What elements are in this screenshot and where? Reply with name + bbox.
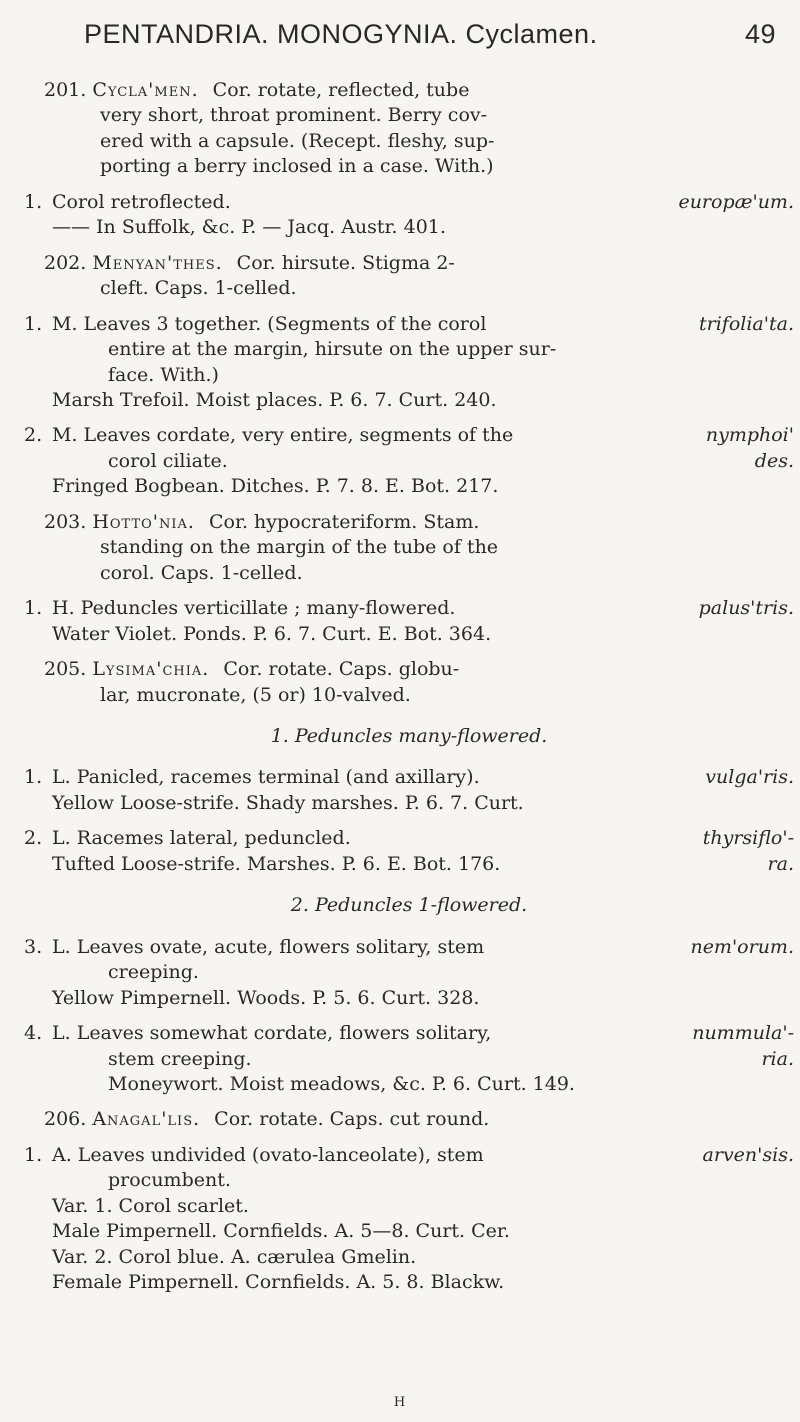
species-entry — [24, 765, 794, 816]
genus-number: 203. — [44, 510, 87, 533]
species-text-line: creeping. — [108, 961, 199, 984]
species-epithet-line: palus'tris. — [698, 597, 794, 620]
species-epithet-line: nymphoi' — [705, 424, 794, 447]
genus-description: Cor. hypocrateriform. Stam. — [202, 510, 480, 533]
species-text-line: Water Violet. Ponds. P. 6. 7. Curt. E. Bot. 364. — [52, 622, 492, 645]
species-epithet-line: nummula'- — [692, 1022, 794, 1045]
genus-name: Anagal'lis. — [92, 1108, 201, 1131]
genus-description-line: cleft. Caps. 1-celled. — [100, 277, 297, 300]
species-text-line: L. Panicled, racemes terminal (and axillary). — [52, 766, 480, 789]
species-epithet — [703, 1143, 794, 1168]
signature-mark: H — [393, 1395, 407, 1410]
species-number: 2. — [24, 827, 43, 850]
species-epithet — [705, 765, 794, 790]
section-heading-text: 1. Peduncles many-flowered. — [270, 724, 548, 747]
species-entry — [24, 826, 794, 877]
genus-entry — [24, 251, 794, 302]
genus-number: 202. — [44, 251, 87, 274]
species-epithet — [692, 1021, 794, 1072]
section-heading — [24, 893, 794, 918]
species-number: 4. — [24, 1022, 43, 1045]
running-head-title: PENTANDRIA. MONOGYNIA. Cyclamen. — [84, 19, 598, 49]
species-text-line: corol ciliate. — [108, 449, 228, 472]
genus-entry — [24, 510, 794, 586]
species-text-line: Var. 1. Corol scarlet. — [52, 1194, 249, 1217]
genus-description-line: standing on the margin of the tube of the — [100, 536, 499, 559]
genus-description: Cor. rotate, reflected, tube — [206, 79, 470, 101]
species-epithet-line: europæ'um. — [678, 190, 794, 213]
species-entry — [24, 596, 794, 647]
species-text-line: Moneywort. Moist meadows, &c. P. 6. Curt. 149. — [108, 1072, 575, 1095]
species-epithet-line: vulga'ris. — [705, 766, 794, 789]
species-epithet-line: thyrsiflo'- — [702, 827, 794, 850]
genus-name: Hotto'nia. — [92, 510, 195, 533]
species-text-line: H. Peduncles verticillate ; many-flowered. — [52, 597, 456, 620]
species-epithet — [699, 596, 794, 621]
species-text-line: Corol retroflected. — [52, 190, 231, 213]
species-text-line: Male Pimpernell. Cornfields. A. 5—8. Curt. Cer. — [52, 1220, 510, 1243]
species-text-line: —— In Suffolk, &c. P. — Jacq. Austr. 401. — [52, 216, 446, 239]
species-epithet-line: nem'orum. — [690, 935, 794, 958]
species-entry — [24, 190, 794, 241]
genus-description-line: porting a berry inclosed in a case. With.) — [100, 155, 494, 178]
page-number: 49 — [744, 19, 776, 49]
species-epithet-line: des. — [754, 449, 794, 472]
species-text-line: procumbent. — [108, 1169, 231, 1192]
species-epithet — [678, 190, 794, 215]
section-heading — [24, 724, 794, 749]
genus-name: Cycla'men. — [92, 79, 199, 101]
genus-entry — [24, 1107, 794, 1132]
species-text-line: L. Leaves ovate, acute, flowers solitary, stem — [52, 935, 485, 958]
species-epithet — [699, 312, 794, 337]
genus-name: Lysima'chia. — [92, 658, 210, 681]
genus-description-line: corol. Caps. 1-celled. — [100, 561, 303, 584]
species-text-line: Female Pimpernell. Cornfields. A. 5. 8. Blackw. — [52, 1271, 505, 1294]
species-number: 1. — [24, 597, 43, 620]
genus-description: Cor. hirsute. Stigma 2- — [230, 251, 455, 274]
genus-description-line: lar, mucronate, (5 or) 10-valved. — [100, 683, 411, 706]
species-text-line: face. With.) — [108, 363, 219, 386]
species-epithet-line: arven'sis. — [702, 1143, 794, 1166]
species-text-line: Fringed Bogbean. Ditches. P. 7. 8. E. Bot. 217. — [52, 475, 499, 498]
species-text-line: L. Leaves somewhat cordate, flowers solitary, — [52, 1022, 492, 1045]
genus-description-line: ered with a capsule. (Recept. fleshy, sup- — [100, 129, 495, 152]
species-entry — [24, 1021, 794, 1097]
species-epithet — [706, 423, 794, 474]
species-entry — [24, 423, 794, 499]
page-body — [24, 78, 794, 1306]
genus-name: Menyan'thes. — [92, 251, 223, 274]
species-number: 1. — [24, 766, 43, 789]
species-epithet-line: ria. — [761, 1047, 794, 1070]
species-text-line: Tufted Loose-strife. Marshes. P. 6. E. Bot. 176. — [52, 852, 501, 875]
species-text-line: stem creeping. — [108, 1047, 252, 1070]
genus-number: 205. — [44, 658, 87, 681]
species-text-line: M. Leaves cordate, very entire, segments of the — [52, 424, 514, 447]
genus-description: Cor. rotate. Caps. globu- — [217, 658, 460, 681]
species-number: 1. — [24, 1143, 43, 1166]
species-number: 3. — [24, 935, 43, 958]
species-number: 2. — [24, 424, 43, 447]
genus-entry — [24, 657, 794, 708]
species-epithet-line: trifolia'ta. — [699, 312, 794, 335]
running-head — [84, 16, 776, 52]
species-entry — [24, 935, 794, 1011]
species-text-line: Yellow Pimpernell. Woods. P. 5. 6. Curt. 328. — [52, 986, 480, 1009]
species-text-line: L. Racemes lateral, peduncled. — [52, 827, 351, 850]
species-text-line: A. Leaves undivided (ovato-lanceolate), stem — [52, 1143, 484, 1166]
species-number: 1. — [24, 190, 43, 213]
species-entry — [24, 1143, 794, 1296]
genus-entry — [24, 78, 794, 180]
species-epithet-line: ra. — [767, 852, 794, 875]
species-entry — [24, 312, 794, 414]
genus-description: Cor. rotate. Caps. cut round. — [208, 1108, 490, 1131]
species-epithet — [703, 826, 794, 877]
species-text-line: Marsh Trefoil. Moist places. P. 6. 7. Curt. 240. — [52, 388, 497, 411]
species-text-line: Var. 2. Corol blue. A. cærulea Gmelin. — [52, 1245, 417, 1268]
species-epithet — [690, 935, 794, 960]
genus-number: 201. — [44, 79, 87, 101]
species-number: 1. — [24, 312, 43, 335]
species-text-line: M. Leaves 3 together. (Segments of the corol — [52, 312, 487, 335]
species-text-line: entire at the margin, hirsute on the upper sur- — [108, 338, 557, 361]
species-text-line: Yellow Loose-strife. Shady marshes. P. 6. 7. Curt. — [52, 791, 524, 814]
genus-description-line: very short, throat prominent. Berry cov- — [100, 104, 488, 127]
section-heading-text: 2. Peduncles 1-flowered. — [290, 894, 528, 917]
genus-number: 206. — [44, 1108, 87, 1131]
